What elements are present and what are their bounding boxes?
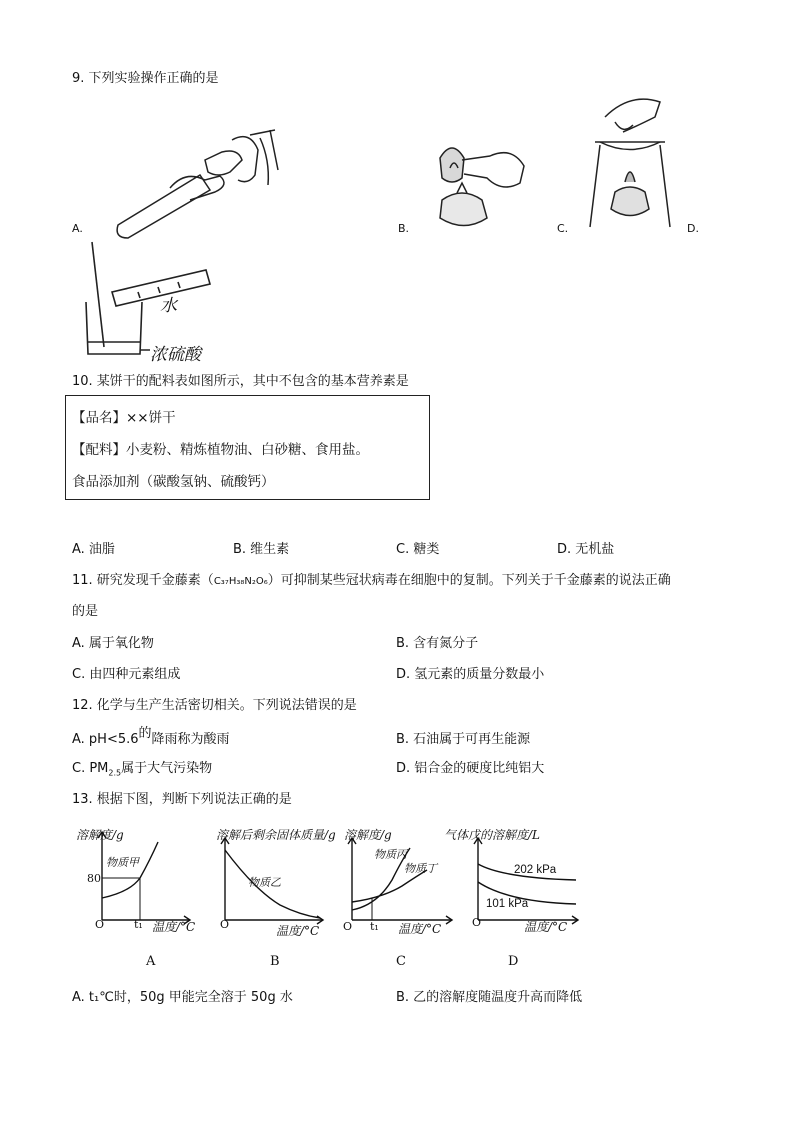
q10-option-a: A. 油脂 — [72, 542, 115, 557]
q10-box-line3: 食品添加剂（碳酸氢钠、硫酸钙） — [72, 474, 275, 490]
q9-option-a: A. — [72, 222, 83, 235]
q11-option-c: C. 由四种元素组成 — [72, 667, 181, 682]
q9-option-b: B. — [398, 222, 410, 235]
q10-option-c: C. 糖类 — [396, 542, 440, 557]
q11-stem-line2: 的是 — [72, 604, 99, 619]
q11-option-b: B. 含有氮分子 — [396, 636, 479, 651]
q13-stem: 13. 根据下图，判断下列说法正确的是 — [72, 792, 292, 807]
q9-d-label-acid: 浓硫酸 — [150, 345, 201, 365]
q13-option-b: B. 乙的溶解度随温度升高而降低 — [396, 990, 583, 1005]
q13-a-caption: A — [146, 954, 156, 969]
q9-figure-b — [432, 138, 532, 233]
q13-c-xlabel: 温度/°C — [398, 922, 442, 936]
q13-a-xlabel: 温度/°C — [152, 920, 196, 934]
q12-option-c: C. $PM_{2.5}$属于大气污染物 — [72, 761, 213, 778]
q13-d-origin: O — [472, 916, 482, 929]
q13-c-curve2: 物质丁 — [404, 862, 437, 875]
q13-b-caption: B — [270, 954, 280, 969]
q13-c-caption: C — [396, 954, 406, 969]
q11-stem: 11. 研究发现千金藤素（C₃₇H₃₈N₂O₆）可抑制某些冠状病毒在细胞中的复制。下列关于千金藤素的说法正确 — [72, 573, 671, 588]
q13-a-curve: 物质甲 — [106, 856, 139, 869]
q13-a-origin: O — [95, 918, 105, 931]
q9-stem: 9. 下列实验操作正确的是 — [72, 71, 219, 86]
q9-option-c: C. — [557, 222, 569, 235]
q9-figure-a — [110, 130, 290, 240]
q10-stem: 10. 某饼干的配料表如图所示，其中不包含的基本营养素是 — [72, 374, 409, 389]
q10-box-line2: 【配料】小麦粉、精炼植物油、白砂糖、食用盐。 — [72, 442, 369, 458]
q9-d-label-water: 水 — [160, 296, 177, 316]
q13-d-xlabel: 温度/°C — [524, 920, 568, 934]
q13-d-ylabel: 气体戊的溶解度/L — [444, 828, 541, 842]
q11-formula: C₃₇H₃₈N₂O₆ — [213, 576, 268, 587]
q13-d-curve2: 101 kPa — [486, 898, 529, 910]
q12-option-d: D. 铝合金的硬度比纯铝大 — [396, 761, 545, 776]
q10-option-b: B. 维生素 — [233, 542, 290, 557]
q10-option-d: D. 无机盐 — [557, 542, 615, 557]
q13-b-ylabel: 溶解后剩余固体质量/g — [216, 828, 336, 842]
q9-option-d: D. — [687, 222, 699, 235]
q11-option-a: A. 属于氧化物 — [72, 636, 154, 651]
q13-a-ylabel: 溶解度/g — [76, 828, 124, 842]
q11-option-d: D. 氢元素的质量分数最小 — [396, 667, 545, 682]
q12-stem: 12. 化学与生产生活密切相关。下列说法错误的是 — [72, 698, 357, 713]
q13-a-ytick: 80 — [87, 872, 101, 885]
q13-b-xlabel: 温度/°C — [276, 924, 320, 938]
q13-c-curve1: 物质丙 — [374, 848, 407, 861]
q13-b-origin: O — [220, 918, 230, 931]
q13-c-ylabel: 溶解度/g — [344, 828, 392, 842]
q12-option-a: A. pH<5.6的降雨称为酸雨 — [72, 726, 230, 747]
q12-option-b: B. 石油属于可再生能源 — [396, 732, 531, 747]
q13-d-curve1: 202 kPa — [514, 864, 557, 876]
q13-a-xtick: t₁ — [134, 918, 143, 931]
q13-c-xtick: t₁ — [370, 920, 379, 933]
q9-figure-c — [585, 97, 675, 232]
q13-d-caption: D — [508, 954, 519, 969]
q10-box-line1: 【品名】××饼干 — [72, 410, 176, 426]
q13-c-origin: O — [343, 920, 353, 933]
q13-option-a: A. t₁℃时，50g 甲能完全溶于 50g 水 — [72, 990, 293, 1005]
q13-b-curve: 物质乙 — [248, 876, 281, 889]
